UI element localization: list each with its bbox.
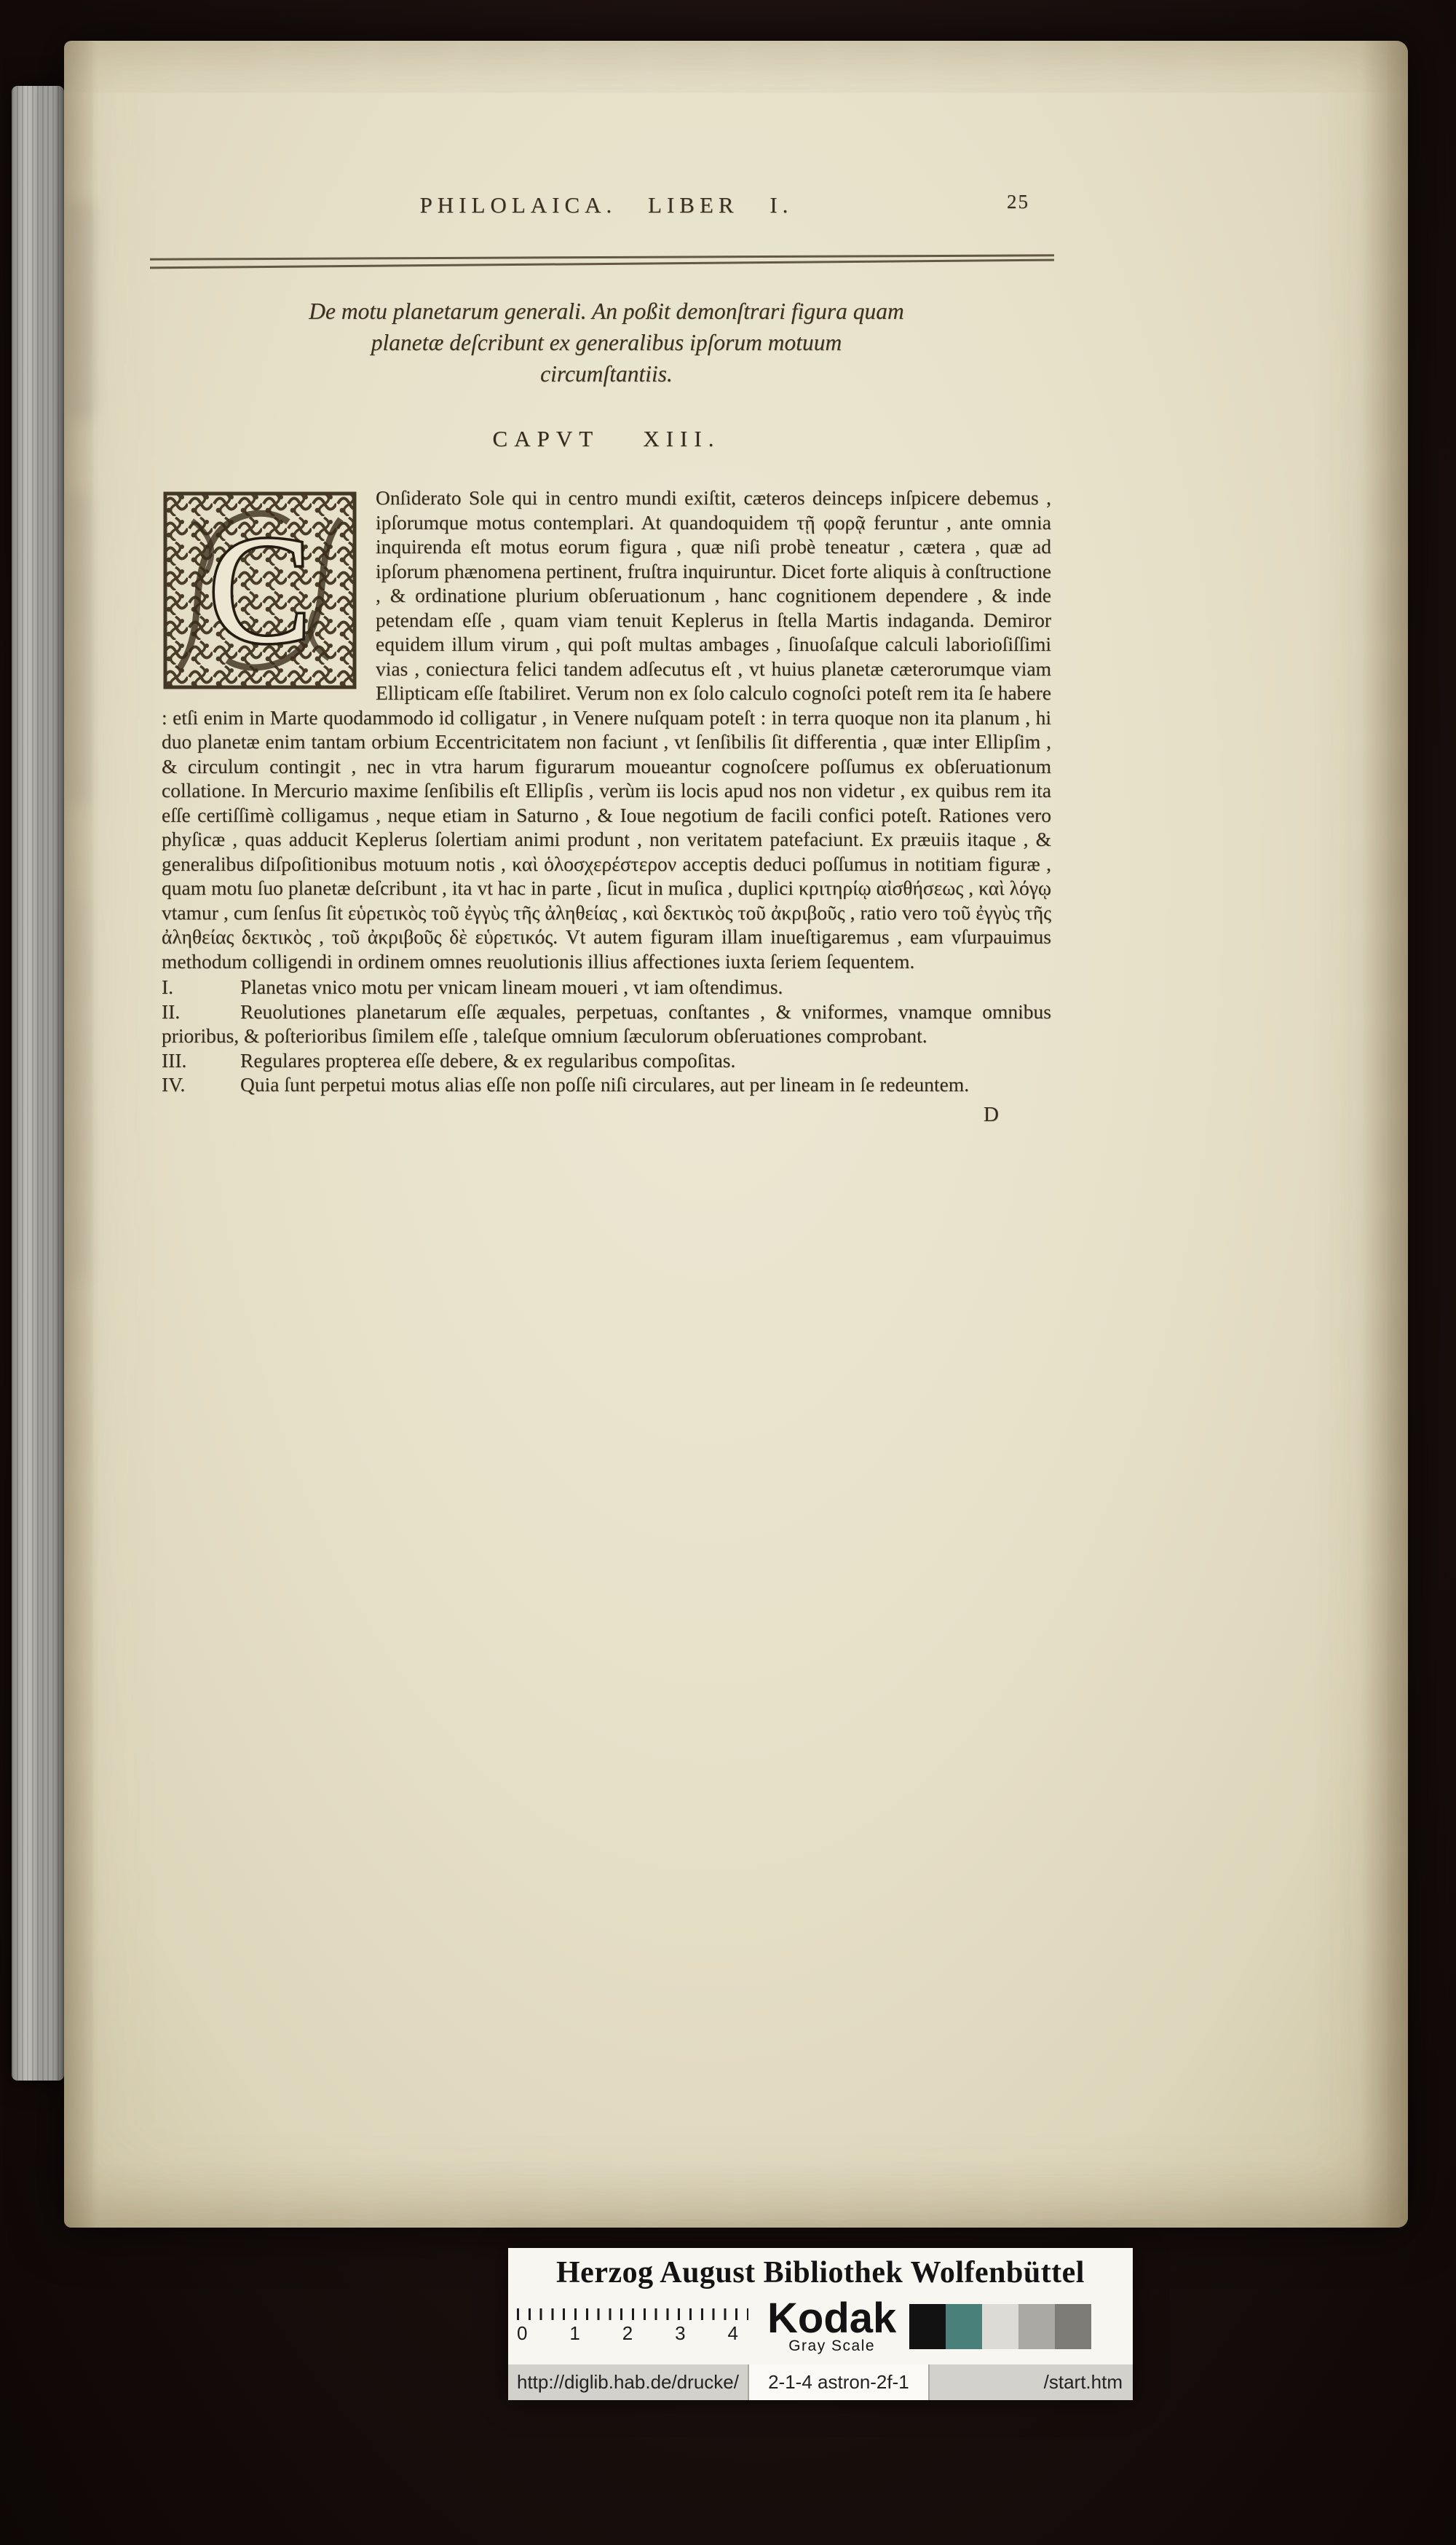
proposition-numeral: I. (162, 975, 174, 998)
kodak-logo (767, 2295, 897, 2355)
proposition-text: Reuolutiones planetarum eſſe æquales, perpetuas, conſtantes , & vniformes, vnamque omnibus prioribus, & poſterioribus ſimilem eſſe , taleſque omnium ſæculorum obſeruationes comprobant. (162, 1000, 1051, 1047)
grayscale-patch (982, 2304, 1018, 2349)
proposition-numeral: II. (162, 1000, 181, 1023)
body-paragraph: Onſiderato Sole qui in centro mundi exiſtit, cæteros deinceps inſpicere debemus , ipſorumque motus contemplari. At quandoquidem τῇ φορᾷ feruntur , ante omnia inquirenda eſt motus eorum figura , quæ niſi probè teneatur , cætera , quæ ad ipſorum phænomena pertinent, fruſtra inquiruntur. Dicet forte aliquis à conſtructione , & ordinatione plurium obſeruationum , hanc cognitionem dependere , & inde petendam eſſe , quam viam tenuit Keplerus in ſtella Martis indaganda. Demiror equidem illum virum , qui poſt multas ambages , ſinuoſaſque calculi laborioſiſſimi vias , coniectura felici tandem adſecutus eſt , vt huius planetæ cæterorumque viam Ellipticam eſſe ſtabiliret. Verum non ex ſolo calculo cognoſci poteſt rem ita ſe habere : etſi enim in Marte quodammodo id colligatur , in Venere nuſquam poteſt : in terra quoque non ita planum , hi duo planetæ enim tantam orbium Eccentricitatem non faciunt , vt ſenſibilis ſit differentia , quæ inter Ellipſim , & circulum contingit , nec in vtra harum figurarum moueantur cognoſcere poſſumus ex obſeruationum collatione. In Mercurio maxime ſenſibilis eſt Ellipſis , verùm iis locis apud nos non videtur , ex quibus rem ita eſſe certiſſimè colligamus , neque etiam in Saturno , & Ioue negotium de facili confici poteſt. Rationes vero phyſicæ , quas adducit Keplerus ſolertiam animi produnt , non veritatem patefaciunt. Ex præuiis itaque , & generalibus diſpoſitionibus motuum notis , καὶ ὁλοσχερέστερον acceptis deduci poſſumus in notitiam figuræ , quam motu ſuo planetæ deſcribunt , ita vt hac in parte , ſicut in muſica , duplici κριτηρίῳ αἰσθήσεως , καὶ λόγῳ vtamur , cum ſenſus ſit εὑρετικὸς τοῦ ἐγγὺς τῆς ἀληθείας , καὶ δεκτικὸς τοῦ ἀκριβοῦς , ratio vero τοῦ ἐγγὺς τῆς ἀληθείας δεκτικὸς , τοῦ ἀκριβοῦς δὲ εὑρετικός. Vt autem figuram illam inueſtigaremus , eam vſurpauimus methodum colligendi in ordinem omnes reuolutionis illius affectiones iuxta ſeriem ſequentem. (162, 486, 1051, 973)
header-rule-top (150, 254, 1054, 260)
label-links-row (508, 2364, 1133, 2400)
ruler-number: 3 (675, 2322, 686, 2344)
color-calibration-bar (508, 2248, 1133, 2400)
calibration-row (508, 2292, 1133, 2364)
header-rule (162, 256, 1051, 266)
ruler-number: 4 (727, 2322, 738, 2344)
label-url-left: http://diglib.hab.de/drucke/ (517, 2371, 739, 2393)
proposition-1 (162, 975, 1051, 1000)
grayscale-patch (946, 2304, 982, 2349)
grayscale-patch (1055, 2304, 1091, 2349)
proposition-text: Quia ſunt perpetui motus alias eſſe non poſſe niſi circulares, aut per lineam in ſe redeuntem. (240, 1073, 970, 1096)
measurement-ruler (517, 2308, 748, 2345)
proposition-text: Planetas vnico motu per vnicam lineam moueri , vt iam oſtendimus. (240, 975, 783, 998)
text-block (162, 41, 1051, 1127)
label-shelfmark: 2-1-4 astron-2f-1 (748, 2364, 930, 2400)
book-fore-edge (12, 86, 64, 2081)
ruler-ticks (517, 2308, 748, 2320)
grayscale-patches (909, 2304, 1091, 2349)
header-rule-bottom (150, 259, 1054, 269)
bleed-through-mark (64, 492, 90, 805)
chapter-summary-line: De motu planetarum generali. An poßit demonſtrari figura quam (309, 298, 904, 324)
chapter-body (162, 486, 1051, 1127)
proposition-text: Regulares propterea eſſe debere, & ex regularibus compoſitas. (240, 1048, 736, 1072)
chapter-summary-line: planetæ deſcribunt ex generalibus ipſorum motuum (371, 330, 842, 355)
gray-scale-label: Gray Scale (788, 2338, 876, 2354)
running-head (162, 192, 1051, 218)
numbered-propositions (162, 975, 1051, 1097)
ruler-number: 0 (517, 2322, 528, 2344)
woodcut-initial-svg (163, 491, 357, 689)
proposition-3 (162, 1048, 1051, 1073)
ornamental-initial (163, 491, 357, 689)
proposition-numeral: IV. (162, 1073, 186, 1096)
ruler-numbers (517, 2322, 738, 2345)
running-head-title: PHILOLAICA. LIBER I. (419, 192, 794, 218)
bleed-through-mark (66, 201, 96, 419)
grayscale-patch (909, 2304, 946, 2349)
signature-mark: D (984, 1102, 999, 1126)
chapter-summary (162, 296, 1051, 389)
proposition-numeral: III. (162, 1048, 187, 1072)
library-name: Herzog August Bibliothek Wolfenbüttel (556, 2256, 1085, 2289)
book-page (64, 41, 1408, 2228)
chapter-summary-line: circumſtantiis. (540, 361, 673, 387)
drop-cap-letter: C (208, 504, 312, 675)
kodak-brand-text: Kodak (767, 2295, 897, 2342)
page-number: 25 (1007, 191, 1029, 213)
ruler-number: 1 (569, 2322, 580, 2344)
grayscale-patch (1018, 2304, 1055, 2349)
bleed-through-mark (68, 900, 90, 1278)
ruler-number: 2 (622, 2322, 633, 2344)
proposition-2 (162, 1000, 1051, 1048)
chapter-heading: CAPVT XIII. (492, 426, 721, 451)
label-url-right: /start.htm (1043, 2371, 1123, 2393)
proposition-4 (162, 1072, 1051, 1097)
